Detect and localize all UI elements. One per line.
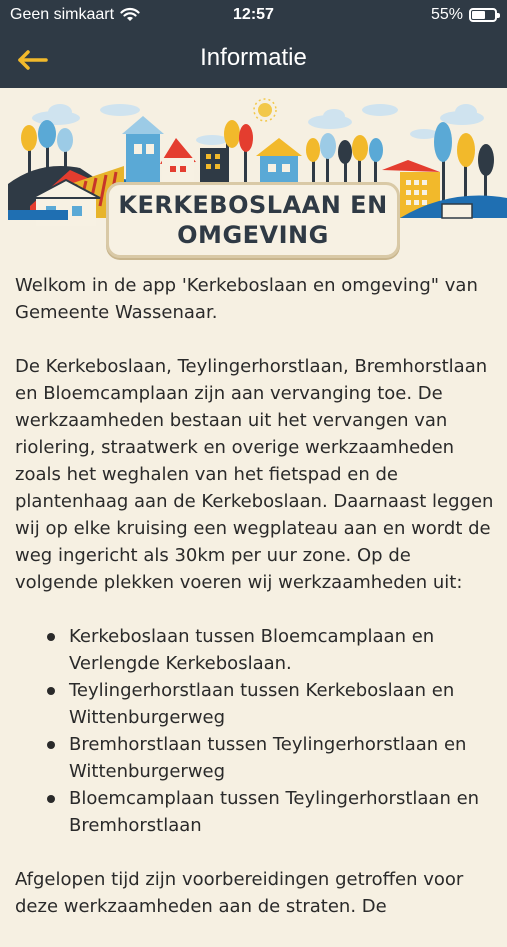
- list-item: Bloemcamplaan tussen Teylingerhorstlaan en Bremhorstlaan: [69, 785, 495, 839]
- status-bar: [0, 0, 507, 32]
- works-paragraph: De Kerkeboslaan, Teylingerhorstlaan, Bremhorstlaan en Bloemcamplaan zijn aan vervanging toe. De werkzaamheden bestaan uit het vervangen van riolering, straatwerk en overige werkzaamheden zoals het weghalen van het fietspad en de plantenhaag aan de Kerkeboslaan. Daarnaast leggen wij op elke kruising een wegplateau aan en wordt de weg ingericht als 30km per uur zone. Op de volgende plekken voeren wij werkzaamheden uit:: [15, 356, 494, 593]
- closing-paragraph: Afgelopen tijd zijn voorbereidingen getroffen voor deze werkzaamheden aan de straten. De: [15, 869, 464, 917]
- battery-level-fill: [472, 11, 485, 19]
- banner-title-plate: [106, 182, 400, 258]
- intro-paragraph: Welkom in de app 'Kerkeboslaan en omgeving" van Gemeente Wassenaar.: [15, 275, 478, 323]
- list-item: Kerkeboslaan tussen Bloemcamplaan en Verlengde Kerkeboslaan.: [69, 623, 495, 677]
- banner-title-line1: KERKEBOSLAAN EN: [118, 191, 388, 219]
- carrier-label: Geen simkaart: [10, 6, 115, 23]
- info-content: [15, 272, 495, 947]
- status-time: 12:57: [233, 6, 274, 23]
- list-item: Bremhorstlaan tussen Teylingerhorstlaan en Wittenburgerweg: [69, 731, 495, 785]
- status-battery-group: [431, 6, 497, 24]
- banner-title-line2: OMGEVING: [177, 221, 329, 249]
- battery-icon: [469, 8, 497, 22]
- battery-percentage: 55%: [430, 6, 463, 23]
- list-item: Teylingerhorstlaan tussen Kerkeboslaan en Wittenburgerweg: [69, 677, 495, 731]
- navigation-bar: [0, 32, 507, 88]
- locations-list: [15, 623, 495, 839]
- page-title: Informatie: [200, 44, 307, 71]
